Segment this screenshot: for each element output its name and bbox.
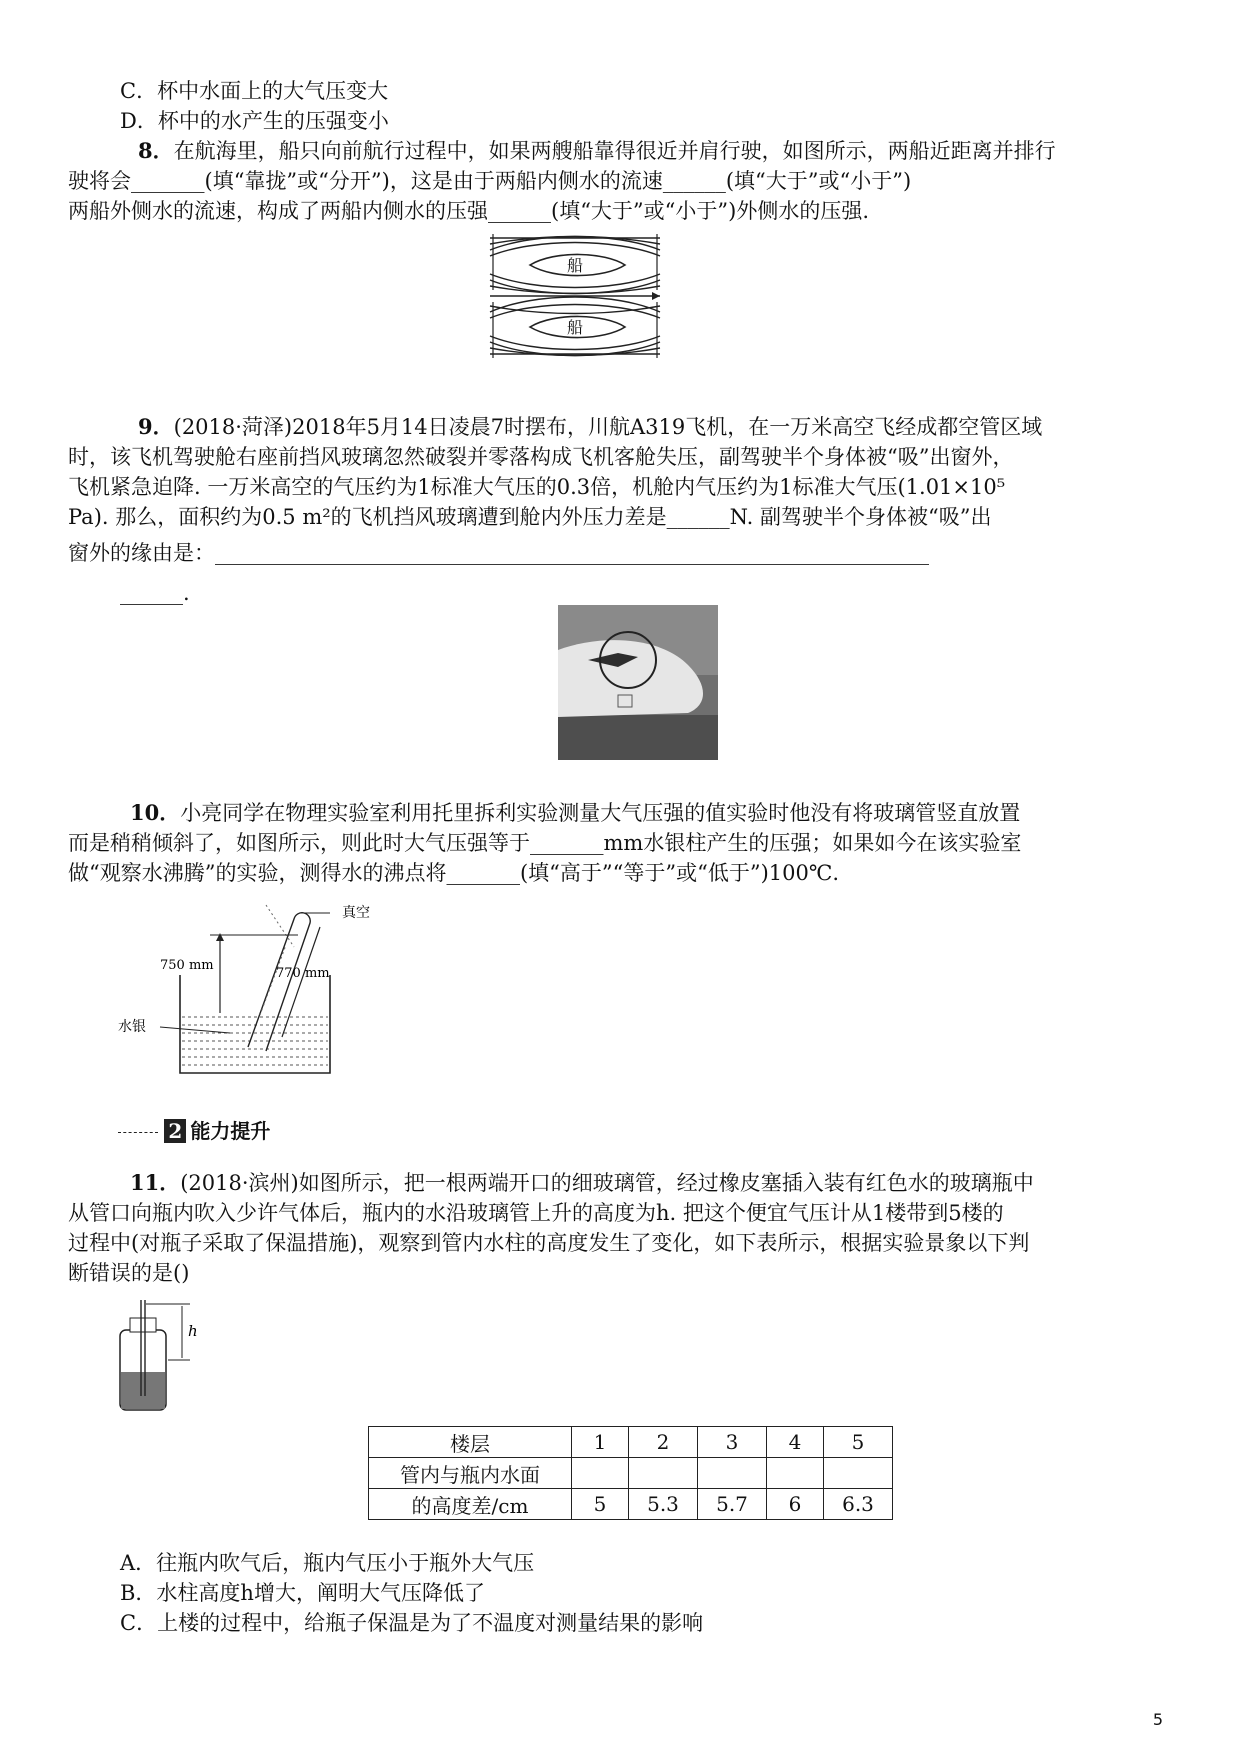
q11-line-3: 过程中(对瓶子采取了保温措施)，观察到管内水柱的高度发生了变化，如下表所示，根据实验景象以下判	[68, 1231, 1030, 1255]
table-cell	[767, 1458, 824, 1489]
q9-number: 9．	[138, 414, 174, 439]
q11-line-1	[130, 1168, 1034, 1198]
q11-number: 11．	[130, 1170, 181, 1195]
table-cell: 3	[698, 1427, 767, 1458]
section-header	[118, 1115, 270, 1144]
q9-line-6: ______.	[120, 581, 190, 605]
q9-line-5: 窗外的缘由是：____________________________________________________________________	[68, 541, 929, 565]
height-770-label: 770 mm	[276, 966, 330, 981]
q9-line-3: 飞机紧急迫降. 一万米高空的气压约为1标准大气压的0.3倍，机舱内气压约为1标准大气压(1.01×10⁵	[68, 475, 1006, 499]
q8-line-2: 驶将会_______(填“靠拢”或“分开”)，这是由于两船内侧水的流速______(填“大于”或“小于”)	[68, 169, 912, 193]
section-badge: 2	[164, 1119, 186, 1143]
table-cell: 的高度差/cm	[369, 1489, 572, 1520]
option-c: C．上楼的过程中，给瓶子保温是为了不温度对测量结果的影响	[120, 1611, 704, 1635]
top-ship-label: 船	[567, 256, 584, 275]
table-cell: 6	[767, 1489, 824, 1520]
page-number: 5	[1152, 1710, 1163, 1729]
vacuum-label: 真空	[342, 905, 370, 921]
q8-number: 8．	[138, 138, 174, 163]
q11-line-4: 断错误的是()	[68, 1261, 190, 1285]
table-cell	[629, 1458, 698, 1489]
option-a: A．往瓶内吹气后，瓶内气压小于瓶外大气压	[120, 1551, 535, 1575]
table-cell	[824, 1458, 893, 1489]
section-title: 能力提升	[190, 1119, 271, 1143]
bottle-figure	[110, 1300, 220, 1415]
table-cell: 管内与瓶内水面	[369, 1458, 572, 1489]
table-cell: 5	[572, 1489, 629, 1520]
h-label: h	[188, 1322, 198, 1340]
option-c-prev: C．杯中水面上的大气压变大	[120, 79, 389, 103]
q9-line-1	[138, 412, 1042, 442]
q10-line-2: 而是稍稍倾斜了，如图所示，则此时大气压强等于_______mm水银柱产生的压强；如果如今在该实验室	[68, 831, 1022, 855]
q8-line-1	[138, 136, 1056, 166]
option-b: B．水柱高度h增大，阐明大气压降低了	[120, 1581, 485, 1605]
q11-text-1: (2018·滨州)如图所示，把一根两端开口的细玻璃管，经过橡皮塞插入装有红色水的玻璃瓶中	[180, 1171, 1034, 1195]
table-cell: 5.3	[629, 1489, 698, 1520]
table-cell: 4	[767, 1427, 824, 1458]
table-cell: 2	[629, 1427, 698, 1458]
q11-line-2: 从管口向瓶内吹入少许气体后，瓶内的水沿玻璃管上升的高度为h. 把这个便宜气压计从1楼带到5楼的	[68, 1201, 1004, 1225]
q9-line-2: 时，该飞机驾驶舱右座前挡风玻璃忽然破裂并零落构成飞机客舱失压，副驾驶半个身体被“吸”出窗外，	[68, 445, 1014, 469]
airplane-photo	[558, 605, 718, 760]
ships-flow-figure	[485, 230, 665, 378]
table-row	[369, 1427, 893, 1458]
q10-number: 10．	[130, 800, 181, 825]
q8-line-3: 两船外侧水的流速，构成了两船内侧水的压强______(填“大于”或“小于”)外侧水的压强.	[68, 199, 870, 223]
torricelli-figure	[118, 905, 410, 1085]
q9-text-1: (2018·菏泽)2018年5月14日凌晨7时摆布，川航A319飞机，在一万米高空飞经成都空管区域	[173, 415, 1043, 439]
table-row	[369, 1489, 893, 1520]
mercury-label: 水银	[118, 1019, 146, 1035]
table-cell: 5	[824, 1427, 893, 1458]
q10-line-3: 做“观察水沸腾”的实验，测得水的沸点将_______(填“高于”“等于”或“低于”)100℃.	[68, 861, 840, 885]
table-cell: 6.3	[824, 1489, 893, 1520]
q9-line-4: Pa). 那么，面积约为0.5 m²的飞机挡风玻璃遭到舱内外压力差是______N. 副驾驶半个身体被“吸”出	[68, 505, 992, 529]
table-cell: 1	[572, 1427, 629, 1458]
table-cell	[572, 1458, 629, 1489]
q10-line-1	[130, 798, 1020, 828]
height-table	[368, 1426, 893, 1520]
table-cell: 楼层	[369, 1427, 572, 1458]
table-row	[369, 1458, 893, 1489]
table-cell	[698, 1458, 767, 1489]
bottom-ship-label: 船	[567, 318, 584, 337]
option-d-prev: D．杯中的水产生的压强变小	[120, 109, 389, 133]
table-cell: 5.7	[698, 1489, 767, 1520]
q8-text-1: 在航海里，船只向前航行过程中，如果两艘船靠得很近并肩行驶，如图所示，两船近距离并排行	[173, 139, 1056, 163]
q10-text-1: 小亮同学在物理实验室利用托里拆利实验测量大气压强的值实验时他没有将玻璃管竖直放置	[180, 801, 1021, 825]
height-750-label: 750 mm	[160, 958, 214, 973]
